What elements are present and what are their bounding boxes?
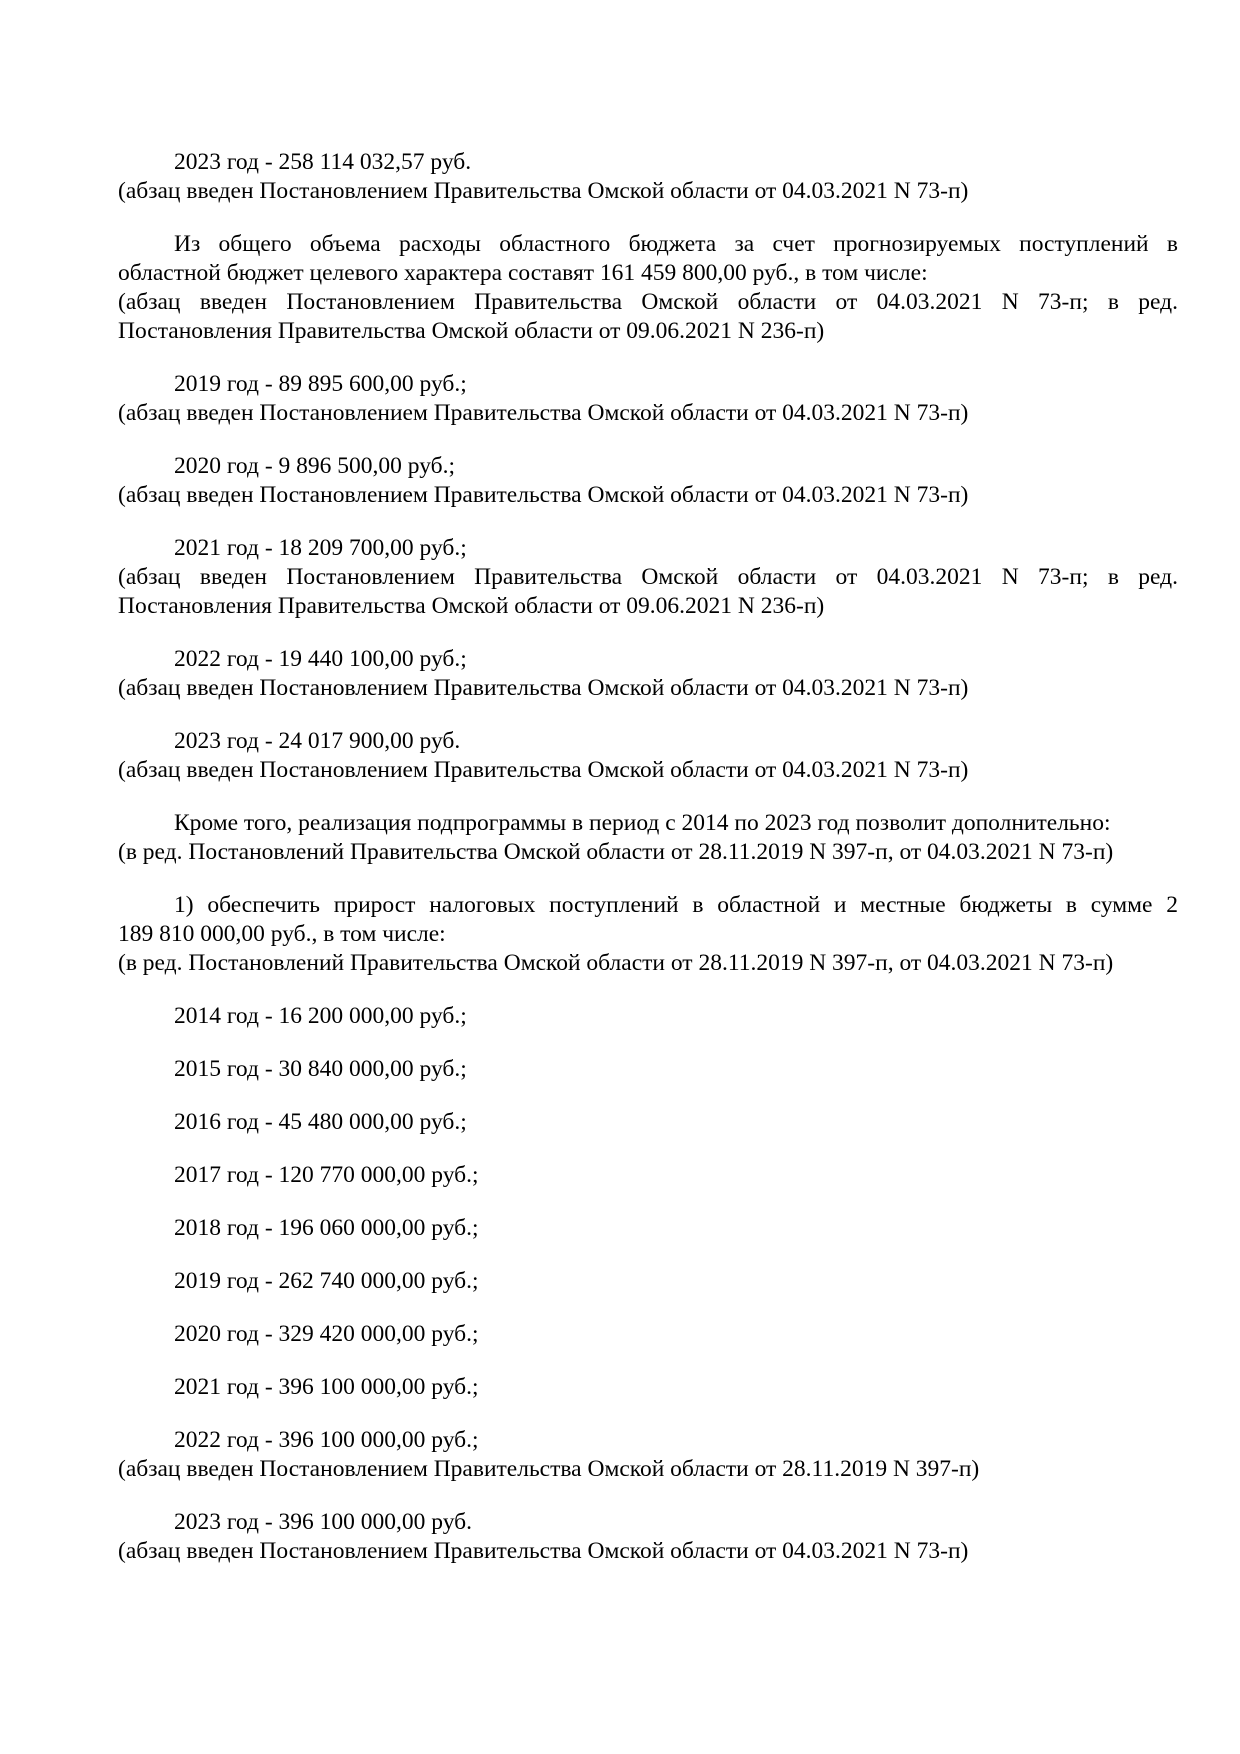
list-item: 2016 год - 45 480 000,00 руб.;	[174, 1109, 467, 1135]
paragraph-2022	[118, 645, 1178, 703]
document-page	[118, 148, 1178, 1590]
paragraph-text: 2022 год - 19 440 100,00 руб.;	[174, 646, 467, 672]
paragraph-2022-tax	[118, 1426, 1178, 1484]
amendment-note-line: Постановления Правительства Омской области от 09.06.2021 N 236-п)	[118, 318, 825, 344]
list-item: 2019 год - 262 740 000,00 руб.;	[174, 1268, 479, 1294]
amendment-note: (абзац введен Постановлением Правительства Омской области от 04.03.2021 N 73-п)	[118, 178, 969, 204]
paragraph-tax-growth	[118, 891, 1178, 978]
paragraph-text: 2023 год - 258 114 032,57 руб.	[174, 149, 472, 175]
amendment-note: (абзац введен Постановлением Правительства Омской области от 04.03.2021 N 73-п)	[118, 482, 969, 508]
paragraph-text-line: 1) обеспечить прирост налоговых поступлений в областной и местные бюджеты в сумме 2	[174, 892, 1178, 918]
paragraph-2023-tax	[118, 1508, 1178, 1566]
paragraph-text: Кроме того, реализация подпрограммы в период с 2014 по 2023 год позволит дополнительно:	[174, 810, 1111, 836]
amendment-note-line: (абзац введен Постановлением Правительства Омской области от 04.03.2021 N 73-п; в ред.	[118, 564, 1178, 590]
list-item: 2020 год - 329 420 000,00 руб.;	[174, 1321, 479, 1347]
amendment-note: (абзац введен Постановлением Правительства Омской области от 28.11.2019 N 397-п)	[118, 1456, 980, 1482]
paragraph-text-line: 189 810 000,00 руб., в том числе:	[118, 921, 446, 947]
paragraph-2021	[118, 534, 1178, 621]
list-item: 2014 год - 16 200 000,00 руб.;	[174, 1003, 467, 1029]
paragraph-text: 2022 год - 396 100 000,00 руб.;	[174, 1427, 479, 1453]
paragraph-text: 2021 год - 18 209 700,00 руб.;	[174, 535, 467, 561]
list-item: 2018 год - 196 060 000,00 руб.;	[174, 1215, 479, 1241]
paragraph-text: 2019 год - 89 895 600,00 руб.;	[174, 371, 467, 397]
amendment-note: (абзац введен Постановлением Правительства Омской области от 04.03.2021 N 73-п)	[118, 400, 969, 426]
list-item: 2017 год - 120 770 000,00 руб.;	[174, 1162, 479, 1188]
paragraph-2020	[118, 452, 1178, 510]
paragraph-text-line: Из общего объема расходы областного бюджета за счет прогнозируемых поступлений в	[174, 231, 1178, 257]
paragraph-2023	[118, 727, 1178, 785]
amendment-note: (абзац введен Постановлением Правительства Омской области от 04.03.2021 N 73-п)	[118, 1538, 969, 1564]
amendment-note: (абзац введен Постановлением Правительства Омской области от 04.03.2021 N 73-п)	[118, 675, 969, 701]
paragraph-text: 2020 год - 9 896 500,00 руб.;	[174, 453, 456, 479]
amendment-note: (абзац введен Постановлением Правительства Омской области от 04.03.2021 N 73-п)	[118, 757, 969, 783]
amendment-note: (в ред. Постановлений Правительства Омской области от 28.11.2019 N 397-п, от 04.03.2021 N 73-п)	[118, 839, 1114, 865]
paragraph-2019	[118, 370, 1178, 428]
paragraph-text-line: областной бюджет целевого характера составят 161 459 800,00 руб., в том числе:	[118, 260, 928, 286]
list-item: 2015 год - 30 840 000,00 руб.;	[174, 1056, 467, 1082]
paragraph-text: 2023 год - 396 100 000,00 руб.	[174, 1509, 472, 1535]
paragraph-text: 2023 год - 24 017 900,00 руб.	[174, 728, 461, 754]
amendment-note-line: Постановления Правительства Омской области от 09.06.2021 N 236-п)	[118, 593, 825, 619]
list-item: 2021 год - 396 100 000,00 руб.;	[174, 1374, 479, 1400]
amendment-note: (в ред. Постановлений Правительства Омской области от 28.11.2019 N 397-п, от 04.03.2021 N 73-п)	[118, 950, 1114, 976]
paragraph-2023-total	[118, 148, 1178, 206]
paragraph-additional	[118, 809, 1178, 867]
amendment-note-line: (абзац введен Постановлением Правительства Омской области от 04.03.2021 N 73-п; в ред.	[118, 289, 1178, 315]
paragraph-target-revenue	[118, 230, 1178, 346]
